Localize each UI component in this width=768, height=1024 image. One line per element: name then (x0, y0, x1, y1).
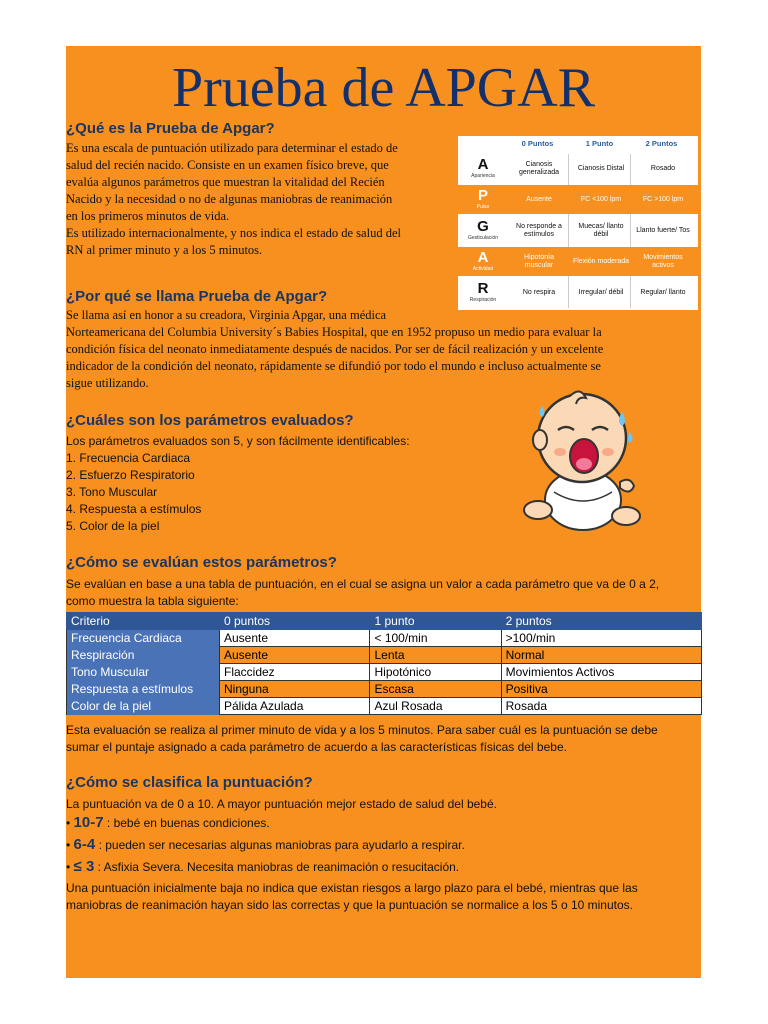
img-table-row (458, 185, 698, 214)
s1-line: en los primeros minutos de vida. (66, 209, 230, 223)
table-header-cell: Criterio (67, 613, 220, 630)
letter: G (477, 218, 489, 235)
letter: A (477, 156, 489, 173)
heading-what-is: ¿Qué es la Prueba de Apgar? (66, 120, 275, 137)
table-cell: Ausente (220, 630, 370, 647)
s1-line: RN al primer minuto y a los 5 minutos. (66, 243, 263, 257)
img-table-cell: Cianosis generalizada (518, 160, 560, 176)
score-item: • ≤ 3 : Asfixia Severa. Necesita maniobras de reanimación o resucitación. (66, 858, 460, 875)
table-criterion: Respuesta a estímulos (67, 681, 220, 698)
table-criterion: Respiración (67, 647, 220, 664)
letter-sub: Respiración (469, 297, 497, 303)
img-table-cell: Muecas/ llanto débil (578, 222, 624, 238)
letter-sub: Actividad (472, 266, 494, 272)
list-item: 4. Respuesta a estímulos (66, 502, 202, 516)
heading-evaluation: ¿Cómo se evalúan estos parámetros? (66, 554, 337, 571)
img-table-cell: No responde a estímulos (516, 222, 562, 238)
heading-why-named: ¿Por qué se llama Prueba de Apgar? (66, 288, 328, 305)
table-row (67, 630, 702, 647)
letter: A (477, 249, 489, 266)
score-range: 6-4 (73, 836, 96, 853)
img-table-header: 1 Punto (585, 139, 614, 148)
row-letter (458, 247, 508, 276)
s3-intro: Los parámetros evaluados son 5, y son fácilmente identificables: (66, 434, 410, 448)
table-row (67, 647, 702, 664)
letter: P (477, 187, 488, 204)
table-header-cell: 1 punto (370, 613, 501, 630)
letter-sub: Apariencia (471, 173, 495, 179)
s1-line: evalúa algunos parámetros que muestran la vitalidad del Recién (66, 175, 385, 189)
table-cell: Rosada (501, 698, 701, 715)
img-table-row (458, 247, 698, 276)
s4-body (66, 576, 659, 610)
s1-line: Es utilizado internacionalmente, y nos indica el estado de salud del (66, 226, 401, 240)
s4-line: Se evalúan en base a una tabla de puntuación, en el cual se asigna un valor a cada parámetro que va de 0 a 2, (66, 577, 660, 591)
img-table-cell: Irregular/ débil (578, 288, 624, 296)
s4-line: como muestra la tabla siguiente: (66, 594, 239, 608)
score-range: ≤ 3 (73, 858, 95, 875)
s2-line: condición física del neonato inmediatamente después de nacidos. Por ser de fácil realización y un excelente (66, 342, 604, 356)
scoring-table (66, 612, 702, 715)
letter: R (477, 280, 489, 297)
s1-body (66, 140, 450, 259)
s2-line: Norteamericana del Columbia University´s Babies Hospital, que en 1952 propuso un medio para evaluar la (66, 325, 602, 339)
img-table-row (458, 216, 698, 245)
s5-closing (66, 880, 638, 914)
s1-line: Es una escala de puntuación utilizado para determinar el estado de (66, 141, 398, 155)
s5-intro: La puntuación va de 0 a 10. A mayor puntuación mejor estado de salud del bebé. (66, 797, 497, 811)
img-table-cell: Hipotonía muscular (524, 253, 554, 269)
table-cell: Azul Rosada (370, 698, 501, 715)
img-table-cell: FC >100 lpm (642, 195, 684, 203)
table-criterion: Frecuencia Cardiaca (67, 630, 220, 647)
s1-line: Nacido y la necesidad o no de algunas maniobras de reanimación (66, 192, 393, 206)
page-sheet (66, 46, 701, 978)
closing-line: maniobras de reanimación hayan sido las correctas y que la puntuación se normalice a los 5 o 10 minutos. (66, 898, 633, 912)
table-criterion: Tono Muscular (67, 664, 220, 681)
s1-line: salud del recién nacido. Consiste en un examen físico breve, que (66, 158, 389, 172)
img-table-cell: Rosado (650, 164, 676, 172)
img-table-row (458, 278, 698, 307)
s2-line: sigue utilizando. (66, 376, 149, 390)
table-header-row (67, 613, 702, 630)
row-letter (458, 185, 508, 214)
list-item: 3. Tono Muscular (66, 485, 158, 499)
table-cell: Escasa (370, 681, 501, 698)
img-table-cell: FC <100 lpm (580, 195, 622, 203)
table-cell: < 100/min (370, 630, 501, 647)
img-table-cell: Movimientos activos (643, 253, 683, 269)
table-row (67, 681, 702, 698)
crying-baby-icon (518, 382, 648, 542)
img-table-row (458, 154, 698, 183)
table-cell: Positiva (501, 681, 701, 698)
table-cell: Lenta (370, 647, 501, 664)
list-item: 2. Esfuerzo Respiratorio (66, 468, 195, 482)
table-row (67, 664, 702, 681)
table-cell: Hipotónico (370, 664, 501, 681)
img-table-cell: Regular/ llanto (640, 288, 686, 296)
table-row (67, 698, 702, 715)
img-table-cell: No respira (522, 288, 556, 296)
img-table-cell: Ausente (526, 195, 552, 203)
table-cell: Movimientos Activos (501, 664, 701, 681)
img-table-cell: Flexión moderada (572, 257, 630, 265)
row-letter (458, 278, 508, 307)
score-text: : bebé en buenas condiciones. (103, 816, 270, 830)
after-table-line: sumar el puntaje asignado a cada parámetro de acuerdo a las características físicas del bebe. (66, 740, 567, 754)
img-table-header: 2 Puntos (645, 139, 678, 148)
apgar-reference-table (458, 136, 698, 310)
row-letter (458, 154, 508, 183)
score-text: : pueden ser necesarias algunas maniobras para ayudarlo a respirar. (95, 838, 465, 852)
img-table-header: 0 Puntos (521, 139, 554, 148)
score-range: 10-7 (73, 814, 104, 831)
list-item: 5. Color de la piel (66, 519, 160, 533)
heading-parameters: ¿Cuáles son los parámetros evaluados? (66, 412, 354, 429)
score-item: • 10-7 : bebé en buenas condiciones. (66, 814, 270, 831)
table-cell: Ninguna (220, 681, 370, 698)
score-item: • 6-4 : pueden ser necesarias algunas maniobras para ayudarlo a respirar. (66, 836, 465, 853)
s2-line: indicador de la condición del neonato, rápidamente se difundió por todo el mundo e incluso actualmente se (66, 359, 601, 373)
table-cell: Pálida Azulada (220, 698, 370, 715)
img-table-cell: Cianosis Distal (577, 164, 625, 172)
img-table-cell: Llanto fuerte/ Tos (636, 226, 690, 234)
s2-line: Se llama así en honor a su creadora, Virginia Apgar, una médica (66, 308, 387, 322)
table-cell: Normal (501, 647, 701, 664)
letter-sub: Pulso (476, 204, 490, 210)
page-title: Prueba de APGAR (171, 57, 596, 119)
letter-sub: Gesticulación (467, 235, 498, 241)
row-letter (458, 216, 508, 245)
score-text: : Asfixia Severa. Necesita maniobras de reanimación o resucitación. (94, 860, 460, 874)
table-header-cell: 0 puntos (220, 613, 370, 630)
heading-classification: ¿Cómo se clasifica la puntuación? (66, 774, 313, 791)
table-cell: Flaccidez (220, 664, 370, 681)
after-table-line: Esta evaluación se realiza al primer minuto de vida y a los 5 minutos. Para saber cuál es la puntuación se debe (66, 723, 658, 737)
table-cell: Ausente (220, 647, 370, 664)
list-item: 1. Frecuencia Cardiaca (66, 451, 191, 465)
table-criterion: Color de la piel (67, 698, 220, 715)
s2-body (66, 307, 700, 392)
after-table-body (66, 722, 658, 756)
table-cell: >100/min (501, 630, 701, 647)
closing-line: Una puntuación inicialmente baja no indica que existan riesgos a largo plazo para el bebé, mientras que las (66, 881, 638, 895)
table-header-cell: 2 puntos (501, 613, 701, 630)
